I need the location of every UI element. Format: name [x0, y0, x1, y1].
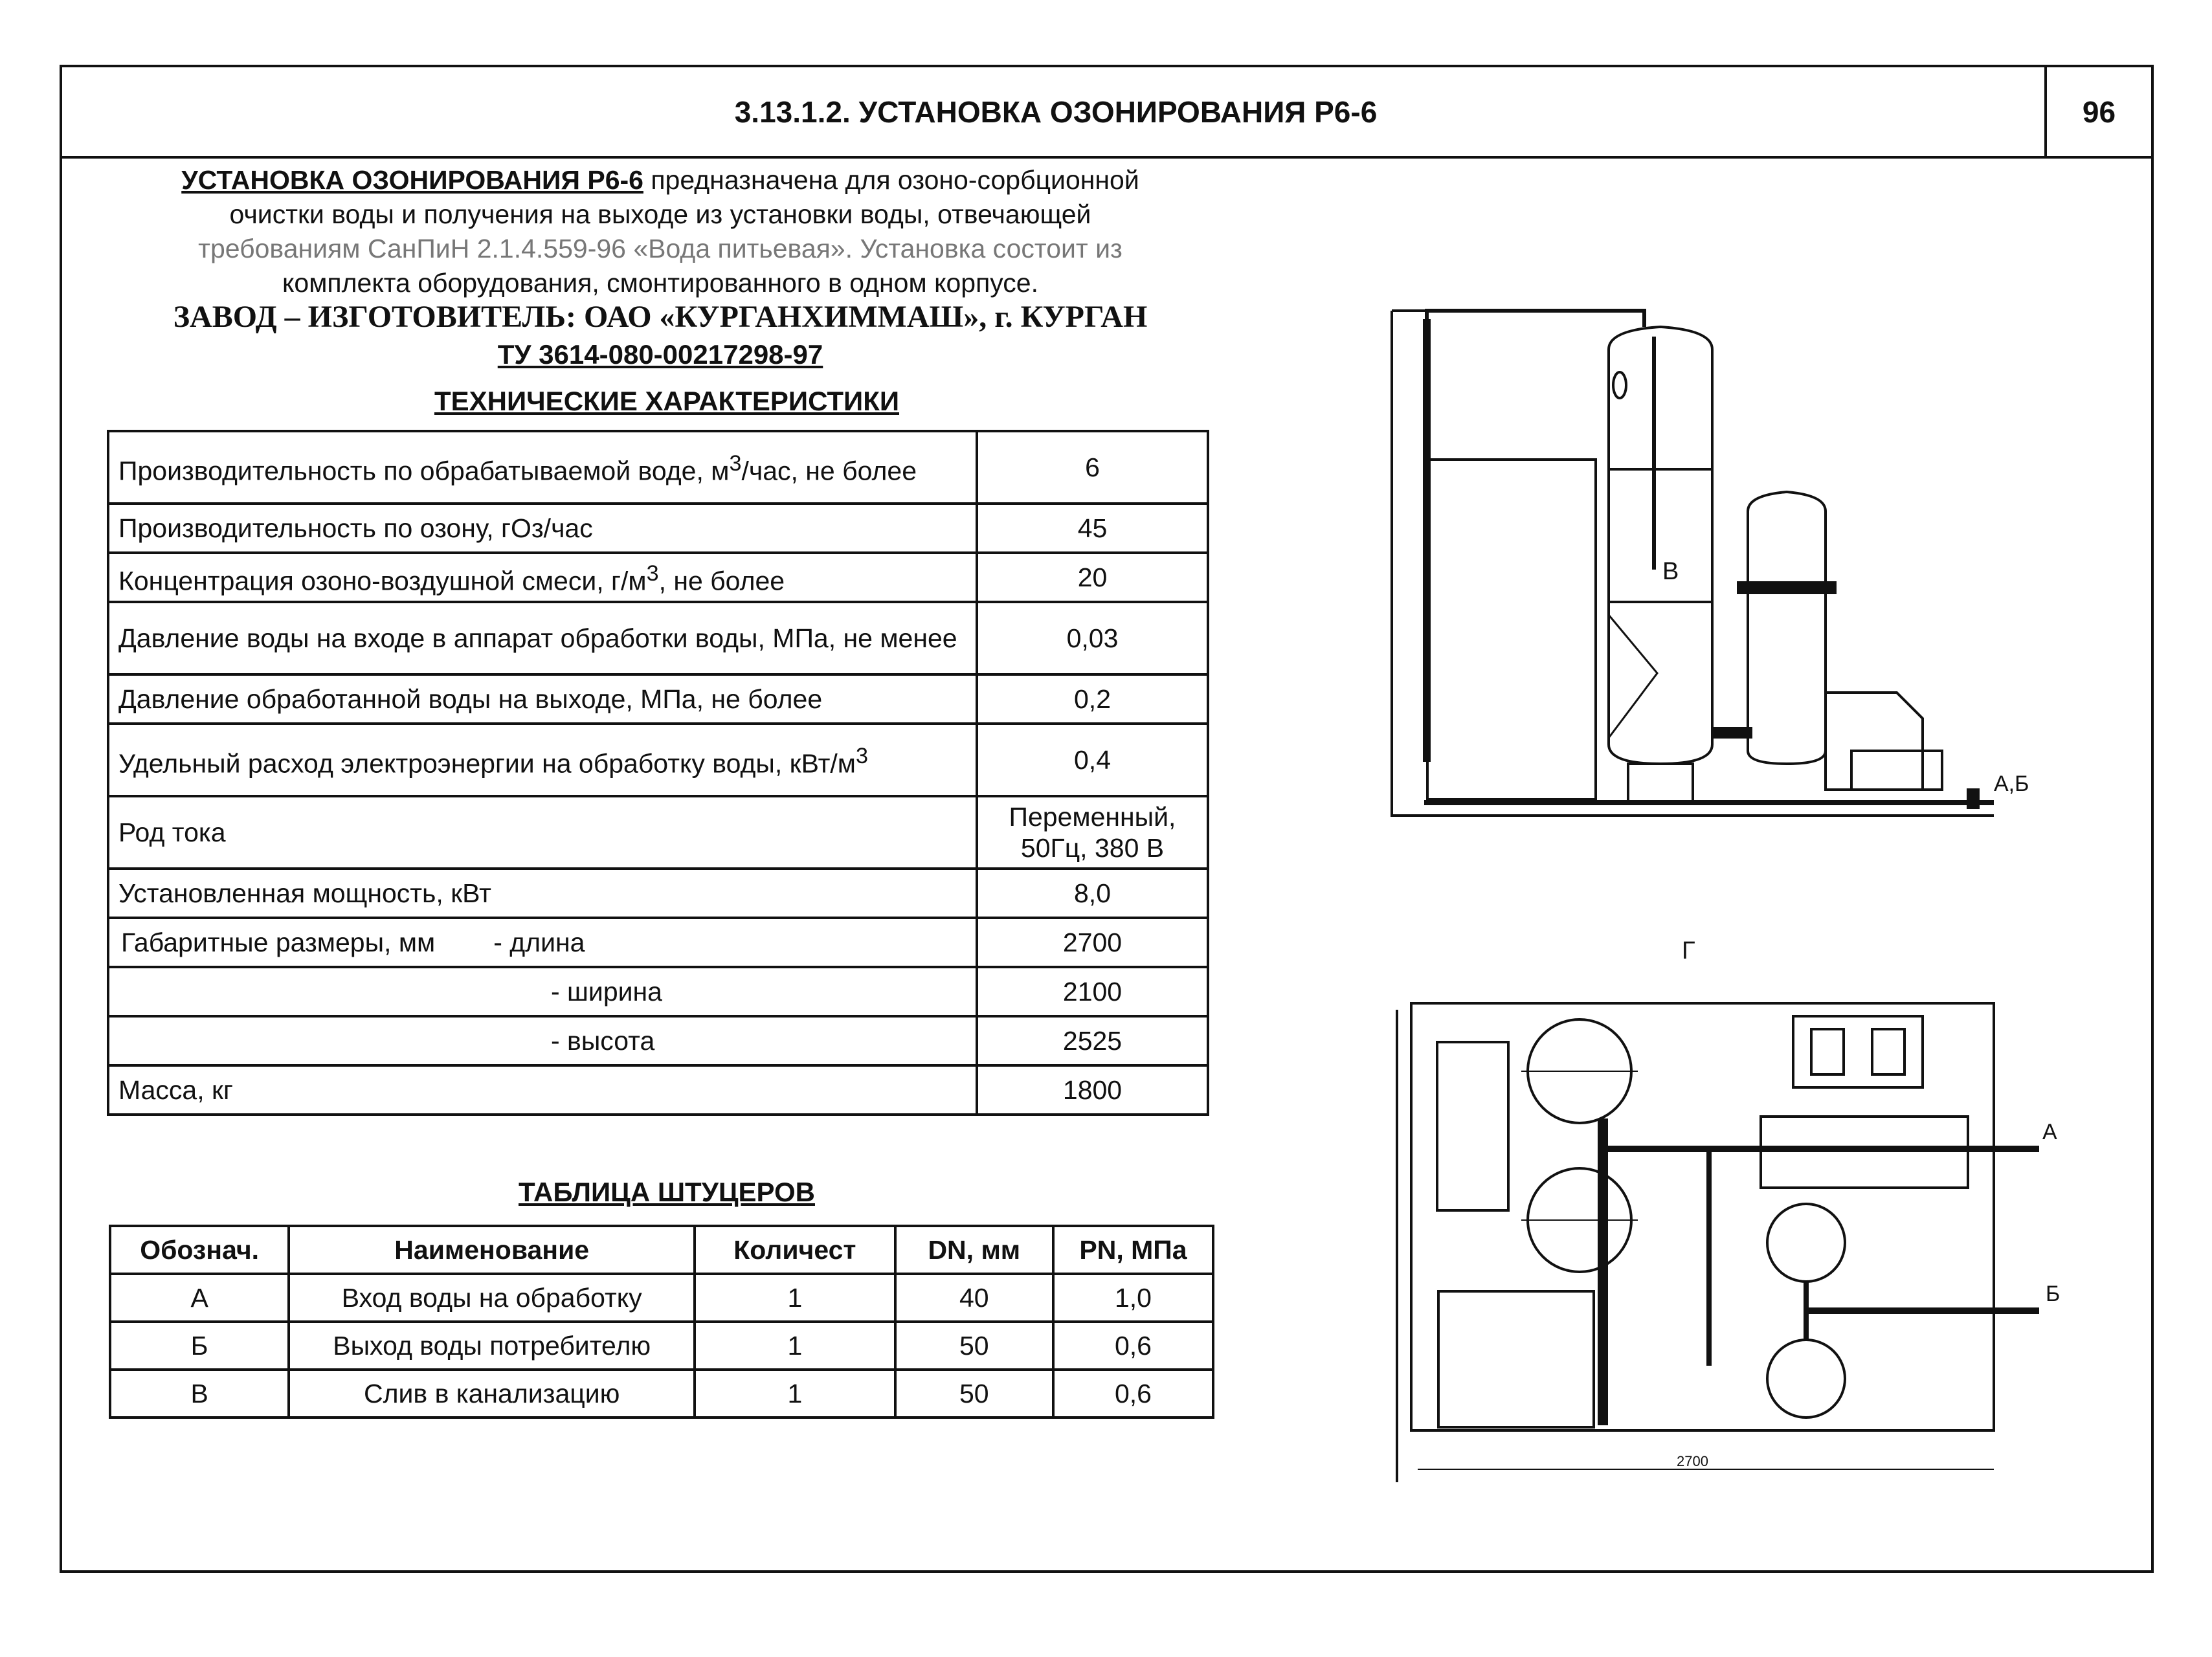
table-row: [108, 918, 1208, 967]
spec-label: Род тока: [108, 796, 977, 869]
specs-title: ТЕХНИЧЕСКИЕ ХАРАКТЕРИСТИКИ: [434, 386, 900, 416]
manufacturer: ЗАВОД – ИЗГОТОВИТЕЛЬ: ОАО «КУРГАНХИММАШ», г. КУРГАН: [173, 300, 1148, 334]
page-number: 96: [2044, 67, 2151, 156]
spec-value: 45: [977, 504, 1208, 553]
table-row: [110, 1322, 1213, 1370]
filter-tank: [1748, 492, 1826, 764]
spec-label: - высота: [108, 1016, 977, 1065]
table-row: [108, 796, 1208, 869]
label-ab: А,Б: [1994, 772, 2029, 796]
spec-label: Габаритные размеры, мм - длина: [108, 918, 977, 967]
table-row: [110, 1274, 1213, 1322]
sight-glass: [1613, 372, 1626, 398]
table-row: [108, 724, 1208, 796]
pump-housing: [1826, 693, 1923, 790]
table-cell: 1: [695, 1322, 895, 1370]
spec-value: 2700: [977, 918, 1208, 967]
table-cell: Вход воды на обработку: [289, 1274, 695, 1322]
spec-label: Масса, кг: [108, 1065, 977, 1115]
table-cell: 0,6: [1053, 1322, 1213, 1370]
column-header: Наименование: [289, 1226, 695, 1274]
table-header-row: [110, 1226, 1213, 1274]
column-header: DN, мм: [895, 1226, 1053, 1274]
table-row: [108, 602, 1208, 674]
spec-value: 2525: [977, 1016, 1208, 1065]
table-cell: А: [110, 1274, 289, 1322]
table-cell: В: [110, 1370, 289, 1418]
intro-line1: предназначена для озоно-сорбционной: [643, 165, 1139, 195]
filter-top-2: [1767, 1340, 1845, 1418]
tech-spec-number: ТУ 3614-080-00217298-97: [497, 339, 823, 370]
spec-label: Установленная мощность, кВт: [108, 869, 977, 918]
spec-label: Удельный расход электроэнергии на обработку воды, кВт/$м^3$: [108, 724, 977, 796]
column-header: PN, МПа: [1053, 1226, 1213, 1274]
table-row: [108, 553, 1208, 602]
pump-motor: [1851, 751, 1942, 790]
spec-value: 8,0: [977, 869, 1208, 918]
intro-line4: комплекта оборудования, смонтированного в одном корпусе.: [282, 268, 1038, 298]
table-row: [108, 1016, 1208, 1065]
table-cell: Слив в канализацию: [289, 1370, 695, 1418]
spec-label: Давление воды на входе в аппарат обработки воды, МПа, не менее: [108, 602, 977, 674]
plan-drawing: [1392, 990, 2104, 1495]
spec-label: Давление обработанной воды на выходе, МПа, не более: [108, 674, 977, 724]
cabinet-plan-2: [1438, 1291, 1594, 1427]
spec-value: 0,03: [977, 602, 1208, 674]
flange: [1738, 583, 1835, 593]
label-a: А: [2042, 1120, 2057, 1144]
table-cell: 50: [895, 1322, 1053, 1370]
label-v: В: [1662, 558, 1679, 585]
table-row: [108, 431, 1208, 504]
fittings-table: [109, 1225, 1214, 1419]
table-cell: 0,6: [1053, 1370, 1213, 1418]
table-cell: 1,0: [1053, 1274, 1213, 1322]
spec-value: 0,4: [977, 724, 1208, 796]
spec-value: 1800: [977, 1065, 1208, 1115]
spec-value: 20: [977, 553, 1208, 602]
table-row: [108, 504, 1208, 553]
page-title: 3.13.1.2. УСТАНОВКА ОЗОНИРОВАНИЯ Р6-6: [734, 95, 1378, 129]
table-cell: 1: [695, 1370, 895, 1418]
spec-value: Переменный, 50Гц, 380 В: [977, 796, 1208, 869]
intro-lead: УСТАНОВКА ОЗОНИРОВАНИЯ Р6-6: [181, 165, 643, 195]
label-b: Б: [2046, 1282, 2061, 1306]
spec-value: 2100: [977, 967, 1208, 1016]
spec-label: - ширина: [108, 967, 977, 1016]
table-cell: 50: [895, 1370, 1053, 1418]
table-cell: 40: [895, 1274, 1053, 1322]
fittings-title: ТАБЛИЦА ШТУЦЕРОВ: [519, 1177, 815, 1207]
table-row: [108, 1065, 1208, 1115]
filter-top-1: [1767, 1204, 1845, 1282]
table-row: [108, 967, 1208, 1016]
spec-value: 6: [977, 431, 1208, 504]
table-row: [108, 869, 1208, 918]
page-header: [60, 65, 2154, 159]
spec-value: 0,2: [977, 674, 1208, 724]
frame-outline: [1392, 311, 1994, 816]
section-label: Г: [1682, 937, 1695, 964]
dimension-label: 2700: [1677, 1453, 1708, 1469]
control-cabinet: [1427, 460, 1596, 799]
table-cell: Б: [110, 1322, 289, 1370]
column-header: Количест: [695, 1226, 895, 1274]
specs-table: [107, 430, 1209, 1116]
spec-label: Производительность по озону, гОз/час: [108, 504, 977, 553]
plan-outline: [1411, 1003, 1994, 1430]
elevation-drawing: [1385, 298, 2072, 828]
table-cell: Выход воды потребителю: [289, 1322, 695, 1370]
cabinet-plan: [1437, 1042, 1508, 1210]
spec-label: Концентрация озоно-воздушной смеси, $г/м^3$, не более: [108, 553, 977, 602]
intro-paragraph: [97, 163, 1223, 300]
table-row: [108, 674, 1208, 724]
intro-line2: очистки воды и получения на выходе из установки воды, отвечающей: [229, 199, 1091, 229]
column-header: Обознач.: [110, 1226, 289, 1274]
table-row: [110, 1370, 1213, 1418]
table-cell: 1: [695, 1274, 895, 1322]
spec-label: Производительность по обрабатываемой воде, $м^3$/час, не более: [108, 431, 977, 504]
intro-line3: требованиям СанПиН 2.1.4.559-96 «Вода питьевая». Установка состоит из: [198, 234, 1123, 263]
